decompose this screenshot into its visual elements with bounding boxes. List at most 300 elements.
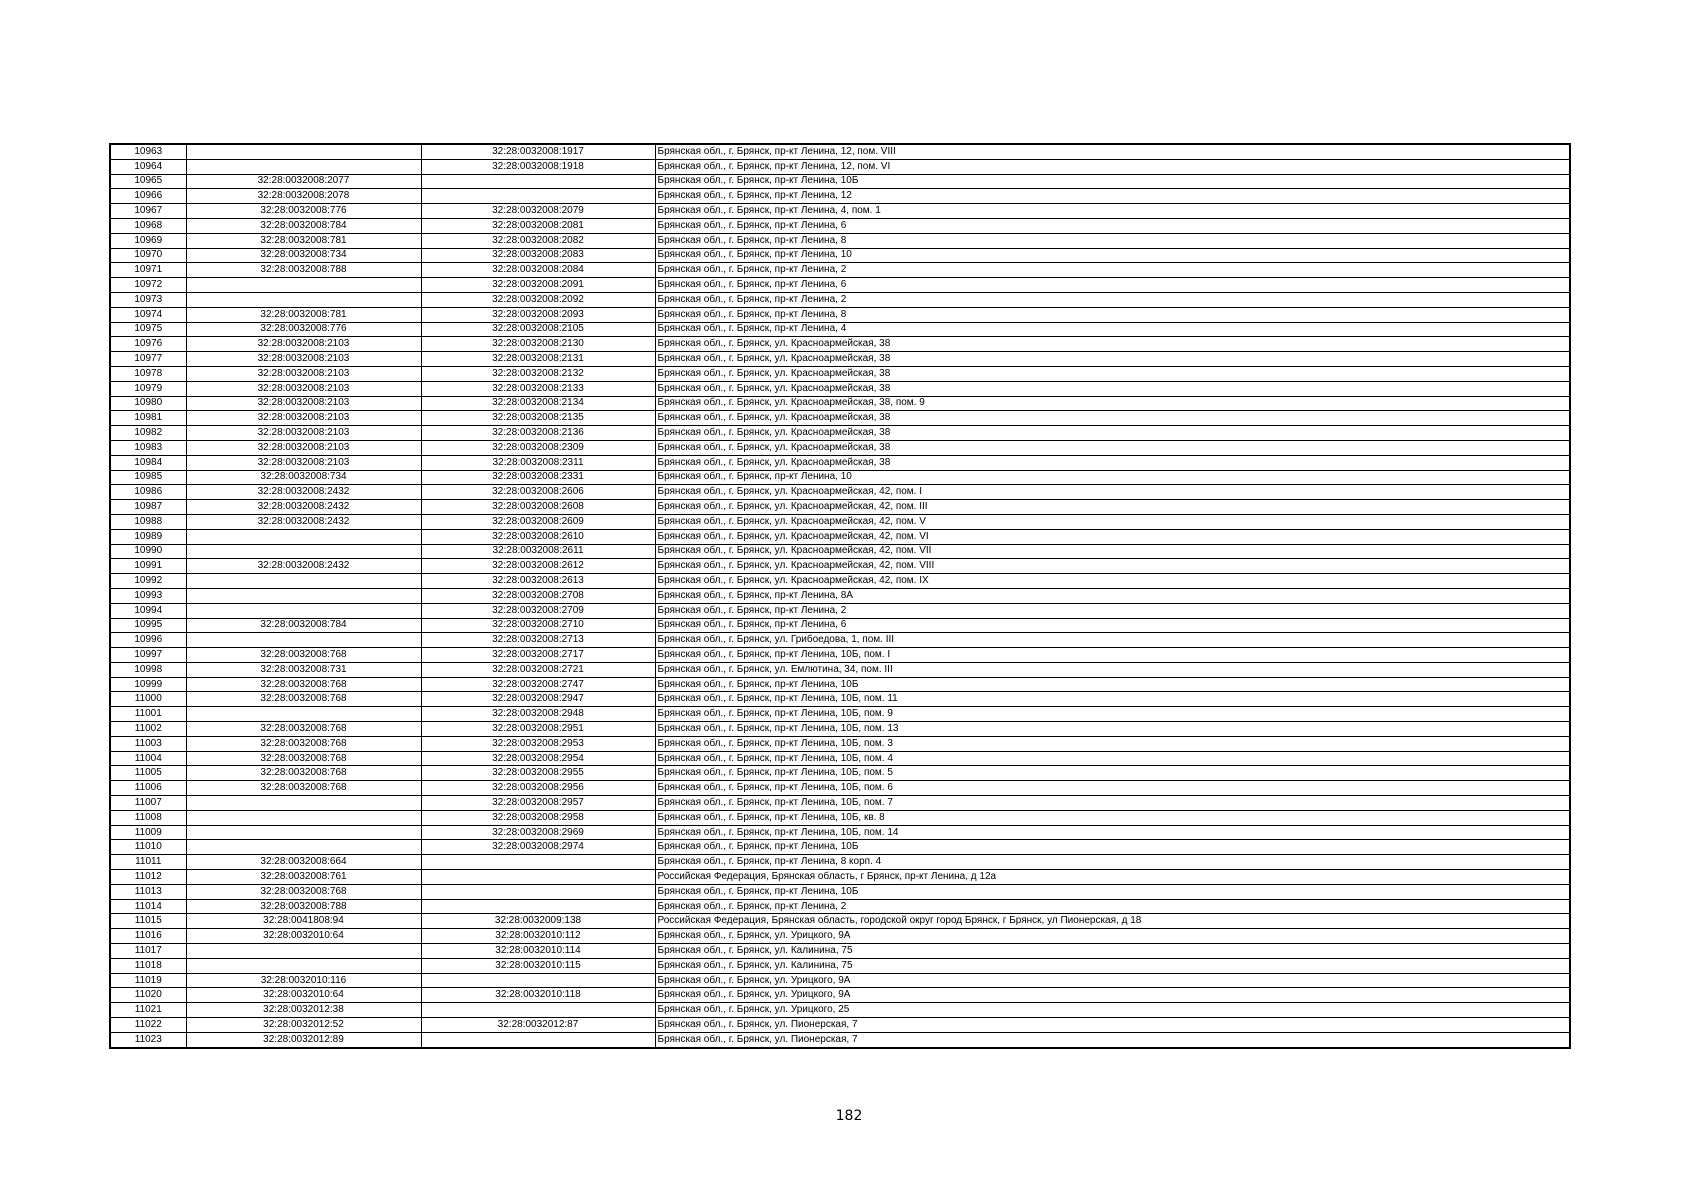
- table-row: [110, 692, 1570, 707]
- parcel-number-cell: 32:28:0032008:776: [186, 204, 421, 219]
- parcel-number-cell: 32:28:0032008:776: [186, 322, 421, 337]
- object-number-cell: 32:28:0032008:1917: [421, 144, 655, 159]
- table-row: [110, 944, 1570, 959]
- object-number-cell: 32:28:0032008:2084: [421, 263, 655, 278]
- row-number-cell: 10964: [110, 159, 186, 174]
- row-number-cell: 11012: [110, 870, 186, 885]
- address-cell: Брянская обл., г. Брянск, пр-кт Ленина, 10Б, пом. 4: [655, 751, 1570, 766]
- row-number-cell: 11016: [110, 929, 186, 944]
- row-number-cell: 10998: [110, 662, 186, 677]
- address-cell: Брянская обл., г. Брянск, ул. Калинина, 75: [655, 944, 1570, 959]
- object-number-cell: 32:28:0032008:2613: [421, 574, 655, 589]
- parcel-number-cell: 32:28:0032008:2103: [186, 352, 421, 367]
- parcel-number-cell: 32:28:0032008:664: [186, 855, 421, 870]
- address-cell: Брянская обл., г. Брянск, пр-кт Ленина, 10Б: [655, 884, 1570, 899]
- row-number-cell: 11002: [110, 722, 186, 737]
- row-number-cell: 11021: [110, 1003, 186, 1018]
- parcel-number-cell: [186, 944, 421, 959]
- object-number-cell: 32:28:0032008:1918: [421, 159, 655, 174]
- address-cell: Брянская обл., г. Брянск, ул. Красноармейская, 42, пом. IX: [655, 574, 1570, 589]
- address-cell: Брянская обл., г. Брянск, ул. Урицкого, 9А: [655, 988, 1570, 1003]
- object-number-cell: 32:28:0032012:87: [421, 1018, 655, 1033]
- object-number-cell: [421, 855, 655, 870]
- row-number-cell: 10999: [110, 677, 186, 692]
- address-cell: Брянская обл., г. Брянск, ул. Урицкого, 9А: [655, 973, 1570, 988]
- address-cell: Брянская обл., г. Брянск, пр-кт Ленина, 4: [655, 322, 1570, 337]
- parcel-number-cell: [186, 707, 421, 722]
- parcel-number-cell: [186, 529, 421, 544]
- row-number-cell: 11023: [110, 1032, 186, 1047]
- address-cell: Брянская обл., г. Брянск, пр-кт Ленина, 10Б: [655, 677, 1570, 692]
- address-cell: Брянская обл., г. Брянск, пр-кт Ленина, 10Б, пом. I: [655, 648, 1570, 663]
- row-number-cell: 10993: [110, 588, 186, 603]
- table-row: [110, 174, 1570, 189]
- address-cell: Брянская обл., г. Брянск, пр-кт Ленина, 12, пом. VI: [655, 159, 1570, 174]
- address-cell: Брянская обл., г. Брянск, пр-кт Ленина, 10Б, пом. 14: [655, 825, 1570, 840]
- address-cell: Брянская обл., г. Брянск, ул. Красноармейская, 42, пом. I: [655, 485, 1570, 500]
- address-cell: Брянская обл., г. Брянск, пр-кт Ленина, 10Б, пом. 6: [655, 781, 1570, 796]
- row-number-cell: 10969: [110, 233, 186, 248]
- parcel-number-cell: 32:28:0032008:768: [186, 736, 421, 751]
- parcel-number-cell: 32:28:0032008:734: [186, 470, 421, 485]
- address-cell: Брянская обл., г. Брянск, пр-кт Ленина, 12: [655, 189, 1570, 204]
- row-number-cell: 11015: [110, 914, 186, 929]
- object-number-cell: 32:28:0032008:2956: [421, 781, 655, 796]
- parcel-number-cell: 32:28:0032012:38: [186, 1003, 421, 1018]
- row-number-cell: 10978: [110, 366, 186, 381]
- object-number-cell: 32:28:0032008:2948: [421, 707, 655, 722]
- parcel-number-cell: 32:28:0032008:2103: [186, 366, 421, 381]
- object-number-cell: [421, 870, 655, 885]
- address-cell: Российская Федерация, Брянская область, г Брянск, пр-кт Ленина, д 12а: [655, 870, 1570, 885]
- table-row: [110, 1018, 1570, 1033]
- parcel-number-cell: [186, 574, 421, 589]
- object-number-cell: 32:28:0032008:2331: [421, 470, 655, 485]
- address-cell: Брянская обл., г. Брянск, ул. Красноармейская, 38, пом. 9: [655, 396, 1570, 411]
- address-cell: Брянская обл., г. Брянск, пр-кт Ленина, 6: [655, 278, 1570, 293]
- table-row: [110, 440, 1570, 455]
- row-number-cell: 10983: [110, 440, 186, 455]
- table-row: [110, 899, 1570, 914]
- address-cell: Брянская обл., г. Брянск, ул. Пионерская, 7: [655, 1018, 1570, 1033]
- row-number-cell: 11011: [110, 855, 186, 870]
- parcel-number-cell: 32:28:0032010:64: [186, 988, 421, 1003]
- table-row: [110, 840, 1570, 855]
- table-row: [110, 722, 1570, 737]
- table-row: [110, 218, 1570, 233]
- parcel-number-cell: 32:28:0032008:2432: [186, 514, 421, 529]
- object-number-cell: 32:28:0032010:118: [421, 988, 655, 1003]
- table-row: [110, 233, 1570, 248]
- address-cell: Брянская обл., г. Брянск, пр-кт Ленина, 2: [655, 603, 1570, 618]
- object-number-cell: 32:28:0032008:2947: [421, 692, 655, 707]
- row-number-cell: 10971: [110, 263, 186, 278]
- row-number-cell: 11001: [110, 707, 186, 722]
- row-number-cell: 10974: [110, 307, 186, 322]
- table-row: [110, 751, 1570, 766]
- row-number-cell: 11000: [110, 692, 186, 707]
- parcel-number-cell: [186, 278, 421, 293]
- table-row: [110, 958, 1570, 973]
- row-number-cell: 11007: [110, 796, 186, 811]
- table-row: [110, 292, 1570, 307]
- table-row: [110, 529, 1570, 544]
- table-row: [110, 248, 1570, 263]
- parcel-number-cell: [186, 588, 421, 603]
- object-number-cell: 32:28:0032008:2951: [421, 722, 655, 737]
- object-number-cell: 32:28:0032008:2957: [421, 796, 655, 811]
- table-row: [110, 884, 1570, 899]
- table-row: [110, 929, 1570, 944]
- parcel-number-cell: [186, 810, 421, 825]
- object-number-cell: 32:28:0032008:2709: [421, 603, 655, 618]
- address-cell: Брянская обл., г. Брянск, ул. Пионерская, 7: [655, 1032, 1570, 1047]
- table-row: [110, 263, 1570, 278]
- address-cell: Брянская обл., г. Брянск, ул. Урицкого, 9А: [655, 929, 1570, 944]
- parcel-number-cell: 32:28:0032008:2103: [186, 440, 421, 455]
- parcel-number-cell: 32:28:0032008:788: [186, 263, 421, 278]
- row-number-cell: 10997: [110, 648, 186, 663]
- row-number-cell: 10967: [110, 204, 186, 219]
- object-number-cell: 32:28:0032008:2092: [421, 292, 655, 307]
- parcel-number-cell: 32:28:0032008:2432: [186, 500, 421, 515]
- table-row: [110, 1003, 1570, 1018]
- table-row: [110, 322, 1570, 337]
- address-cell: Брянская обл., г. Брянск, ул. Красноармейская, 42, пом. III: [655, 500, 1570, 515]
- parcel-number-cell: [186, 958, 421, 973]
- row-number-cell: 10991: [110, 559, 186, 574]
- address-cell: Брянская обл., г. Брянск, пр-кт Ленина, 10Б: [655, 840, 1570, 855]
- object-number-cell: 32:28:0032008:2609: [421, 514, 655, 529]
- table-row: [110, 855, 1570, 870]
- parcel-number-cell: 32:28:0032008:768: [186, 648, 421, 663]
- object-number-cell: [421, 1003, 655, 1018]
- parcel-number-cell: 32:28:0032008:784: [186, 618, 421, 633]
- address-cell: Брянская обл., г. Брянск, пр-кт Ленина, 2: [655, 263, 1570, 278]
- row-number-cell: 10980: [110, 396, 186, 411]
- parcel-number-cell: 32:28:0032008:2432: [186, 559, 421, 574]
- row-number-cell: 11010: [110, 840, 186, 855]
- address-cell: Брянская обл., г. Брянск, ул. Красноармейская, 38: [655, 337, 1570, 352]
- object-number-cell: 32:28:0032009:138: [421, 914, 655, 929]
- row-number-cell: 11022: [110, 1018, 186, 1033]
- parcel-number-cell: [186, 840, 421, 855]
- table-row: [110, 914, 1570, 929]
- parcel-number-cell: 32:28:0032008:2103: [186, 396, 421, 411]
- registry-table-body: [110, 144, 1570, 1048]
- object-number-cell: 32:28:0032008:2606: [421, 485, 655, 500]
- address-cell: Брянская обл., г. Брянск, ул. Урицкого, 25: [655, 1003, 1570, 1018]
- object-number-cell: 32:28:0032008:2105: [421, 322, 655, 337]
- object-number-cell: 32:28:0032008:2713: [421, 633, 655, 648]
- table-row: [110, 278, 1570, 293]
- address-cell: Брянская обл., г. Брянск, пр-кт Ленина, 10Б, кв. 8: [655, 810, 1570, 825]
- row-number-cell: 10988: [110, 514, 186, 529]
- row-number-cell: 11004: [110, 751, 186, 766]
- parcel-number-cell: [186, 144, 421, 159]
- table-row: [110, 544, 1570, 559]
- row-number-cell: 10982: [110, 426, 186, 441]
- row-number-cell: 11009: [110, 825, 186, 840]
- address-cell: Брянская обл., г. Брянск, пр-кт Ленина, 10Б, пом. 11: [655, 692, 1570, 707]
- address-cell: Российская Федерация, Брянская область, городской округ город Брянск, г Брянск, ул Пионерская, д 18: [655, 914, 1570, 929]
- address-cell: Брянская обл., г. Брянск, пр-кт Ленина, 2: [655, 292, 1570, 307]
- object-number-cell: 32:28:0032008:2309: [421, 440, 655, 455]
- parcel-number-cell: 32:28:0032008:768: [186, 677, 421, 692]
- object-number-cell: [421, 189, 655, 204]
- table-row: [110, 559, 1570, 574]
- row-number-cell: 10970: [110, 248, 186, 263]
- object-number-cell: [421, 973, 655, 988]
- parcel-number-cell: [186, 633, 421, 648]
- row-number-cell: 10968: [110, 218, 186, 233]
- table-row: [110, 307, 1570, 322]
- address-cell: Брянская обл., г. Брянск, пр-кт Ленина, 10Б, пом. 9: [655, 707, 1570, 722]
- address-cell: Брянская обл., г. Брянск, ул. Красноармейская, 38: [655, 440, 1570, 455]
- row-number-cell: 10963: [110, 144, 186, 159]
- object-number-cell: 32:28:0032008:2134: [421, 396, 655, 411]
- parcel-number-cell: 32:28:0032008:2078: [186, 189, 421, 204]
- parcel-number-cell: [186, 292, 421, 307]
- address-cell: Брянская обл., г. Брянск, ул. Грибоедова, 1, пом. III: [655, 633, 1570, 648]
- row-number-cell: 10985: [110, 470, 186, 485]
- object-number-cell: 32:28:0032010:114: [421, 944, 655, 959]
- object-number-cell: 32:28:0032008:2612: [421, 559, 655, 574]
- table-row: [110, 648, 1570, 663]
- object-number-cell: 32:28:0032008:2954: [421, 751, 655, 766]
- table-row: [110, 337, 1570, 352]
- parcel-number-cell: 32:28:0032010:116: [186, 973, 421, 988]
- row-number-cell: 11008: [110, 810, 186, 825]
- address-cell: Брянская обл., г. Брянск, пр-кт Ленина, 10Б: [655, 174, 1570, 189]
- parcel-number-cell: 32:28:0032008:768: [186, 781, 421, 796]
- address-cell: Брянская обл., г. Брянск, пр-кт Ленина, 12, пом. VIII: [655, 144, 1570, 159]
- parcel-number-cell: 32:28:0032008:768: [186, 692, 421, 707]
- table-row: [110, 973, 1570, 988]
- object-number-cell: 32:28:0032008:2131: [421, 352, 655, 367]
- object-number-cell: 32:28:0032008:2708: [421, 588, 655, 603]
- table-row: [110, 662, 1570, 677]
- address-cell: Брянская обл., г. Брянск, ул. Красноармейская, 42, пом. VI: [655, 529, 1570, 544]
- object-number-cell: 32:28:0032008:2136: [421, 426, 655, 441]
- row-number-cell: 10986: [110, 485, 186, 500]
- object-number-cell: 32:28:0032008:2747: [421, 677, 655, 692]
- row-number-cell: 11003: [110, 736, 186, 751]
- object-number-cell: 32:28:0032008:2130: [421, 337, 655, 352]
- object-number-cell: 32:28:0032008:2710: [421, 618, 655, 633]
- object-number-cell: 32:28:0032010:115: [421, 958, 655, 973]
- object-number-cell: 32:28:0032008:2717: [421, 648, 655, 663]
- object-number-cell: 32:28:0032008:2311: [421, 455, 655, 470]
- object-number-cell: 32:28:0032008:2955: [421, 766, 655, 781]
- row-number-cell: 10996: [110, 633, 186, 648]
- table-row: [110, 766, 1570, 781]
- registry-table: [109, 143, 1571, 1049]
- parcel-number-cell: [186, 825, 421, 840]
- parcel-number-cell: 32:28:0032008:2103: [186, 337, 421, 352]
- object-number-cell: [421, 884, 655, 899]
- table-row: [110, 707, 1570, 722]
- object-number-cell: 32:28:0032008:2091: [421, 278, 655, 293]
- table-row: [110, 514, 1570, 529]
- object-number-cell: 32:28:0032008:2081: [421, 218, 655, 233]
- row-number-cell: 10990: [110, 544, 186, 559]
- object-number-cell: 32:28:0032008:2083: [421, 248, 655, 263]
- address-cell: Брянская обл., г. Брянск, ул. Красноармейская, 38: [655, 411, 1570, 426]
- object-number-cell: 32:28:0032008:2608: [421, 500, 655, 515]
- row-number-cell: 10977: [110, 352, 186, 367]
- row-number-cell: 10981: [110, 411, 186, 426]
- table-row: [110, 352, 1570, 367]
- page-number: 182: [835, 1108, 863, 1124]
- parcel-number-cell: 32:28:0032008:768: [186, 751, 421, 766]
- table-row: [110, 1032, 1570, 1047]
- parcel-number-cell: 32:28:0032008:761: [186, 870, 421, 885]
- address-cell: Брянская обл., г. Брянск, ул. Красноармейская, 42, пом. VII: [655, 544, 1570, 559]
- table-row: [110, 870, 1570, 885]
- object-number-cell: 32:28:0032008:2093: [421, 307, 655, 322]
- table-row: [110, 781, 1570, 796]
- object-number-cell: 32:28:0032008:2969: [421, 825, 655, 840]
- table-row: [110, 144, 1570, 159]
- row-number-cell: 10965: [110, 174, 186, 189]
- object-number-cell: 32:28:0032008:2611: [421, 544, 655, 559]
- row-number-cell: 11014: [110, 899, 186, 914]
- parcel-number-cell: 32:28:0032008:2103: [186, 381, 421, 396]
- address-cell: Брянская обл., г. Брянск, ул. Красноармейская, 38: [655, 426, 1570, 441]
- parcel-number-cell: 32:28:0032008:2077: [186, 174, 421, 189]
- parcel-number-cell: 32:28:0032008:2103: [186, 411, 421, 426]
- row-number-cell: 10975: [110, 322, 186, 337]
- row-number-cell: 10973: [110, 292, 186, 307]
- parcel-number-cell: [186, 796, 421, 811]
- address-cell: Брянская обл., г. Брянск, ул. Красноармейская, 38: [655, 455, 1570, 470]
- address-cell: Брянская обл., г. Брянск, ул. Красноармейская, 38: [655, 366, 1570, 381]
- parcel-number-cell: 32:28:0032008:731: [186, 662, 421, 677]
- table-row: [110, 810, 1570, 825]
- parcel-number-cell: [186, 159, 421, 174]
- parcel-number-cell: 32:28:0032008:2432: [186, 485, 421, 500]
- table-row: [110, 396, 1570, 411]
- address-cell: Брянская обл., г. Брянск, пр-кт Ленина, 8 корп. 4: [655, 855, 1570, 870]
- row-number-cell: 10984: [110, 455, 186, 470]
- row-number-cell: 11006: [110, 781, 186, 796]
- object-number-cell: [421, 174, 655, 189]
- address-cell: Брянская обл., г. Брянск, пр-кт Ленина, 4, пом. 1: [655, 204, 1570, 219]
- table-row: [110, 426, 1570, 441]
- object-number-cell: 32:28:0032008:2133: [421, 381, 655, 396]
- object-number-cell: 32:28:0032008:2721: [421, 662, 655, 677]
- table-row: [110, 470, 1570, 485]
- address-cell: Брянская обл., г. Брянск, пр-кт Ленина, 10Б, пом. 13: [655, 722, 1570, 737]
- row-number-cell: 11005: [110, 766, 186, 781]
- row-number-cell: 10972: [110, 278, 186, 293]
- table-row: [110, 485, 1570, 500]
- address-cell: Брянская обл., г. Брянск, ул. Емлютина, 34, пом. III: [655, 662, 1570, 677]
- address-cell: Брянская обл., г. Брянск, пр-кт Ленина, 10Б, пом. 3: [655, 736, 1570, 751]
- table-row: [110, 988, 1570, 1003]
- parcel-number-cell: 32:28:0032008:768: [186, 722, 421, 737]
- row-number-cell: 11020: [110, 988, 186, 1003]
- table-row: [110, 366, 1570, 381]
- address-cell: Брянская обл., г. Брянск, ул. Калинина, 75: [655, 958, 1570, 973]
- row-number-cell: 11018: [110, 958, 186, 973]
- table-row: [110, 500, 1570, 515]
- parcel-number-cell: 32:28:0032008:784: [186, 218, 421, 233]
- address-cell: Брянская обл., г. Брянск, пр-кт Ленина, 6: [655, 218, 1570, 233]
- table-row: [110, 677, 1570, 692]
- table-row: [110, 204, 1570, 219]
- row-number-cell: 11017: [110, 944, 186, 959]
- parcel-number-cell: 32:28:0032008:2103: [186, 455, 421, 470]
- address-cell: Брянская обл., г. Брянск, пр-кт Ленина, 2: [655, 899, 1570, 914]
- object-number-cell: 32:28:0032008:2953: [421, 736, 655, 751]
- parcel-number-cell: 32:28:0032012:89: [186, 1032, 421, 1047]
- parcel-number-cell: 32:28:0041808:94: [186, 914, 421, 929]
- table-row: [110, 603, 1570, 618]
- row-number-cell: 10994: [110, 603, 186, 618]
- table-row: [110, 411, 1570, 426]
- table-row: [110, 618, 1570, 633]
- parcel-number-cell: [186, 544, 421, 559]
- table-row: [110, 381, 1570, 396]
- parcel-number-cell: 32:28:0032008:734: [186, 248, 421, 263]
- table-row: [110, 588, 1570, 603]
- row-number-cell: 10989: [110, 529, 186, 544]
- parcel-number-cell: [186, 603, 421, 618]
- row-number-cell: 10992: [110, 574, 186, 589]
- address-cell: Брянская обл., г. Брянск, ул. Красноармейская, 38: [655, 381, 1570, 396]
- object-number-cell: [421, 1032, 655, 1047]
- table-row: [110, 574, 1570, 589]
- table-row: [110, 159, 1570, 174]
- row-number-cell: 10976: [110, 337, 186, 352]
- address-cell: Брянская обл., г. Брянск, пр-кт Ленина, 10: [655, 470, 1570, 485]
- row-number-cell: 10987: [110, 500, 186, 515]
- address-cell: Брянская обл., г. Брянск, ул. Красноармейская, 38: [655, 352, 1570, 367]
- address-cell: Брянская обл., г. Брянск, пр-кт Ленина, 10Б, пом. 5: [655, 766, 1570, 781]
- object-number-cell: 32:28:0032008:2135: [421, 411, 655, 426]
- row-number-cell: 11013: [110, 884, 186, 899]
- parcel-number-cell: 32:28:0032008:768: [186, 884, 421, 899]
- object-number-cell: [421, 899, 655, 914]
- parcel-number-cell: 32:28:0032008:788: [186, 899, 421, 914]
- table-row: [110, 455, 1570, 470]
- parcel-number-cell: 32:28:0032008:781: [186, 233, 421, 248]
- parcel-number-cell: 32:28:0032012:52: [186, 1018, 421, 1033]
- table-row: [110, 189, 1570, 204]
- table-row: [110, 825, 1570, 840]
- table-row: [110, 796, 1570, 811]
- object-number-cell: 32:28:0032008:2132: [421, 366, 655, 381]
- parcel-number-cell: 32:28:0032010:64: [186, 929, 421, 944]
- object-number-cell: 32:28:0032008:2958: [421, 810, 655, 825]
- address-cell: Брянская обл., г. Брянск, пр-кт Ленина, 8А: [655, 588, 1570, 603]
- parcel-number-cell: 32:28:0032008:2103: [186, 426, 421, 441]
- address-cell: Брянская обл., г. Брянск, пр-кт Ленина, 6: [655, 618, 1570, 633]
- object-number-cell: 32:28:0032008:2610: [421, 529, 655, 544]
- object-number-cell: 32:28:0032008:2079: [421, 204, 655, 219]
- address-cell: Брянская обл., г. Брянск, пр-кт Ленина, 8: [655, 233, 1570, 248]
- row-number-cell: 10995: [110, 618, 186, 633]
- object-number-cell: 32:28:0032008:2082: [421, 233, 655, 248]
- address-cell: Брянская обл., г. Брянск, пр-кт Ленина, 8: [655, 307, 1570, 322]
- row-number-cell: 10979: [110, 381, 186, 396]
- object-number-cell: 32:28:0032008:2974: [421, 840, 655, 855]
- row-number-cell: 10966: [110, 189, 186, 204]
- parcel-number-cell: 32:28:0032008:768: [186, 766, 421, 781]
- address-cell: Брянская обл., г. Брянск, ул. Красноармейская, 42, пом. VIII: [655, 559, 1570, 574]
